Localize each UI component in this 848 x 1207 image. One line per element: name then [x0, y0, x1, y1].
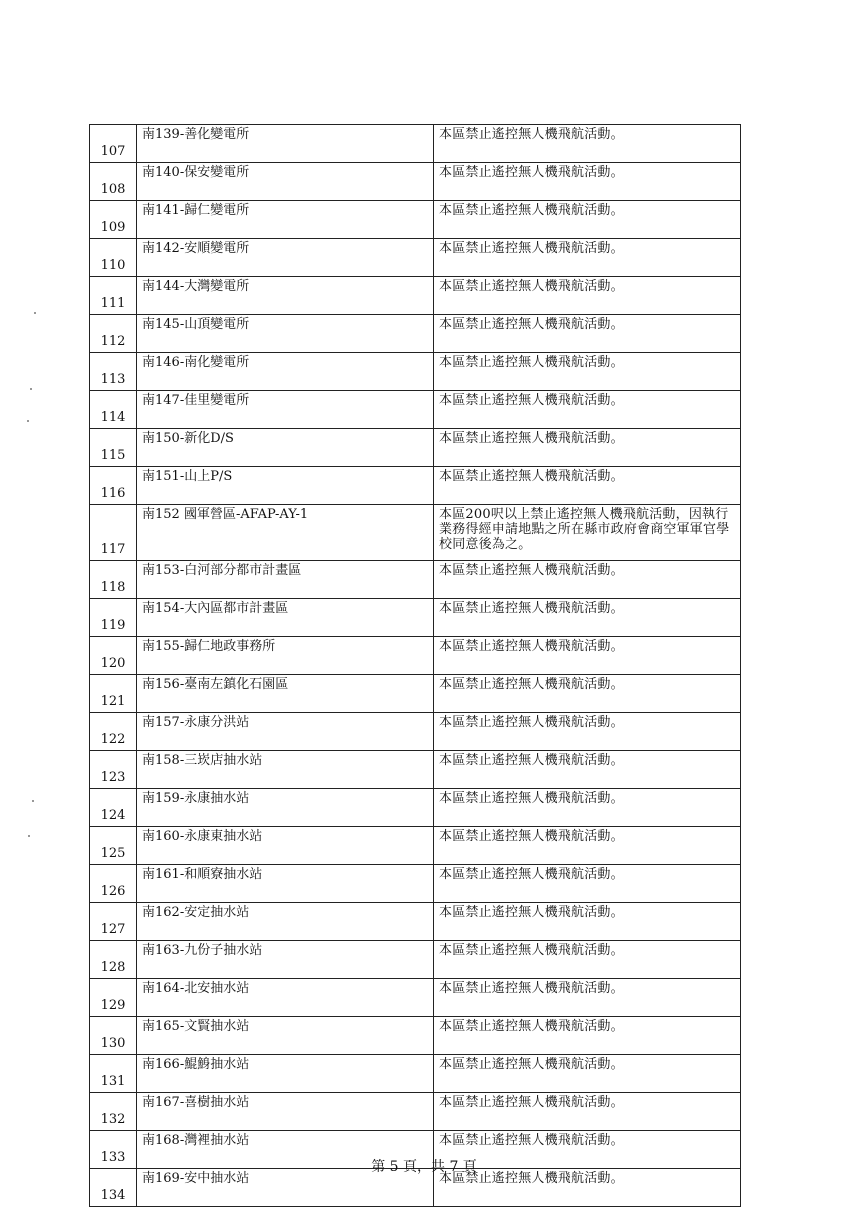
table-row: [90, 751, 741, 789]
row-number: 119: [90, 599, 137, 637]
zone-name: 南144-大灣變電所: [137, 277, 434, 315]
row-number: 108: [90, 163, 137, 201]
zone-name: 南161-和順寮抽水站: [137, 865, 434, 903]
table-row: [90, 163, 741, 201]
scan-speck: [27, 420, 29, 422]
row-number: 127: [90, 903, 137, 941]
table-row: [90, 979, 741, 1017]
row-number: 111: [90, 277, 137, 315]
restriction-note: 本區禁止遙控無人機飛航活動。: [434, 561, 741, 599]
restriction-note: 本區禁止遙控無人機飛航活動。: [434, 163, 741, 201]
scan-speck: [28, 835, 30, 837]
row-number: 125: [90, 827, 137, 865]
zone-name: 南165-文賢抽水站: [137, 1017, 434, 1055]
row-number: 128: [90, 941, 137, 979]
table-row: [90, 637, 741, 675]
zone-name: 南162-安定抽水站: [137, 903, 434, 941]
no-fly-zone-table: [89, 124, 741, 1207]
zone-name: 南145-山頂變電所: [137, 315, 434, 353]
zone-name: 南153-白河部分都市計畫區: [137, 561, 434, 599]
restriction-note: 本區禁止遙控無人機飛航活動。: [434, 675, 741, 713]
table-row: [90, 599, 741, 637]
row-number: 126: [90, 865, 137, 903]
zone-name: 南150-新化D/S: [137, 429, 434, 467]
row-number: 110: [90, 239, 137, 277]
restriction-note: 本區禁止遙控無人機飛航活動。: [434, 391, 741, 429]
restriction-note: 本區禁止遙控無人機飛航活動。: [434, 751, 741, 789]
table-row: [90, 865, 741, 903]
table-row: [90, 941, 741, 979]
table-row: [90, 903, 741, 941]
table-row: [90, 353, 741, 391]
page-footer: 第 5 頁，共 7 頁: [371, 1159, 477, 1175]
restriction-note: 本區禁止遙控無人機飛航活動。: [434, 599, 741, 637]
row-number: 122: [90, 713, 137, 751]
restriction-note: 本區禁止遙控無人機飛航活動。: [434, 979, 741, 1017]
row-number: 120: [90, 637, 137, 675]
zone-name: 南163-九份子抽水站: [137, 941, 434, 979]
table-row: [90, 713, 741, 751]
scan-speck: [30, 388, 32, 390]
zone-name: 南167-喜樹抽水站: [137, 1093, 434, 1131]
table-row: [90, 125, 741, 163]
zone-name: 南146-南化變電所: [137, 353, 434, 391]
row-number: 115: [90, 429, 137, 467]
table-row: [90, 429, 741, 467]
restriction-note: 本區禁止遙控無人機飛航活動。: [434, 1055, 741, 1093]
zone-name: 南157-永康分洪站: [137, 713, 434, 751]
zone-name: 南158-三崁店抽水站: [137, 751, 434, 789]
restriction-note: 本區禁止遙控無人機飛航活動。: [434, 713, 741, 751]
table-row: [90, 239, 741, 277]
zone-name: 南164-北安抽水站: [137, 979, 434, 1017]
zone-name: 南168-灣裡抽水站: [137, 1131, 434, 1169]
row-number: 118: [90, 561, 137, 599]
zone-name: 南154-大內區都市計畫區: [137, 599, 434, 637]
zone-name: 南142-安順變電所: [137, 239, 434, 277]
zone-name: 南169-安中抽水站: [137, 1169, 434, 1207]
row-number: 116: [90, 467, 137, 505]
restriction-note: 本區禁止遙控無人機飛航活動。: [434, 827, 741, 865]
restriction-note: 本區禁止遙控無人機飛航活動。: [434, 429, 741, 467]
restriction-note: 本區禁止遙控無人機飛航活動。: [434, 315, 741, 353]
table-row: [90, 467, 741, 505]
row-number: 117: [90, 505, 137, 561]
row-number: 124: [90, 789, 137, 827]
table-row: [90, 789, 741, 827]
restriction-note: 本區禁止遙控無人機飛航活動。: [434, 467, 741, 505]
row-number: 132: [90, 1093, 137, 1131]
table-row: [90, 561, 741, 599]
table-row: [90, 827, 741, 865]
restriction-note: 本區禁止遙控無人機飛航活動。: [434, 1131, 741, 1169]
zone-name: 南156-臺南左鎮化石園區: [137, 675, 434, 713]
row-number: 133: [90, 1131, 137, 1169]
table-row: [90, 675, 741, 713]
table-body: [90, 125, 741, 1207]
table-row: [90, 201, 741, 239]
restriction-note: 本區禁止遙控無人機飛航活動。: [434, 1017, 741, 1055]
row-number: 131: [90, 1055, 137, 1093]
row-number: 123: [90, 751, 137, 789]
row-number: 114: [90, 391, 137, 429]
table-row: [90, 505, 741, 561]
restriction-note: 本區禁止遙控無人機飛航活動。: [434, 1169, 741, 1207]
scan-speck: [32, 800, 34, 802]
zone-name: 南141-歸仁變電所: [137, 201, 434, 239]
table-row: [90, 277, 741, 315]
restriction-note: 本區禁止遙控無人機飛航活動。: [434, 789, 741, 827]
restriction-note: 本區禁止遙控無人機飛航活動。: [434, 239, 741, 277]
table-row: [90, 1093, 741, 1131]
row-number: 109: [90, 201, 137, 239]
row-number: 129: [90, 979, 137, 1017]
restriction-note: 本區禁止遙控無人機飛航活動。: [434, 353, 741, 391]
table-row: [90, 1055, 741, 1093]
zone-name: 南139-善化變電所: [137, 125, 434, 163]
row-number: 121: [90, 675, 137, 713]
table-row: [90, 1017, 741, 1055]
zone-name: 南159-永康抽水站: [137, 789, 434, 827]
scan-speck: [34, 312, 36, 314]
zone-name: 南147-佳里變電所: [137, 391, 434, 429]
restriction-note: 本區禁止遙控無人機飛航活動。: [434, 637, 741, 675]
restriction-note: 本區禁止遙控無人機飛航活動。: [434, 903, 741, 941]
restriction-note: 本區禁止遙控無人機飛航活動。: [434, 201, 741, 239]
restriction-note: 本區禁止遙控無人機飛航活動。: [434, 125, 741, 163]
row-number: 130: [90, 1017, 137, 1055]
restriction-note: 本區禁止遙控無人機飛航活動。: [434, 1093, 741, 1131]
row-number: 107: [90, 125, 137, 163]
zone-name: 南155-歸仁地政事務所: [137, 637, 434, 675]
zone-name: 南160-永康東抽水站: [137, 827, 434, 865]
row-number: 113: [90, 353, 137, 391]
zone-name: 南166-鯤鯓抽水站: [137, 1055, 434, 1093]
restriction-note: 本區200呎以上禁止遙控無人機飛航活動，因執行業務得經申請地點之所在縣市政府會商空軍軍官學校同意後為之。: [434, 505, 741, 561]
table-row: [90, 315, 741, 353]
restriction-note: 本區禁止遙控無人機飛航活動。: [434, 865, 741, 903]
table-row: [90, 391, 741, 429]
zone-name: 南151-山上P/S: [137, 467, 434, 505]
row-number: 112: [90, 315, 137, 353]
zone-name: 南140-保安變電所: [137, 163, 434, 201]
row-number: 134: [90, 1169, 137, 1207]
zone-name: 南152 國軍營區-AFAP-AY-1: [137, 505, 434, 561]
restriction-note: 本區禁止遙控無人機飛航活動。: [434, 941, 741, 979]
restriction-note: 本區禁止遙控無人機飛航活動。: [434, 277, 741, 315]
